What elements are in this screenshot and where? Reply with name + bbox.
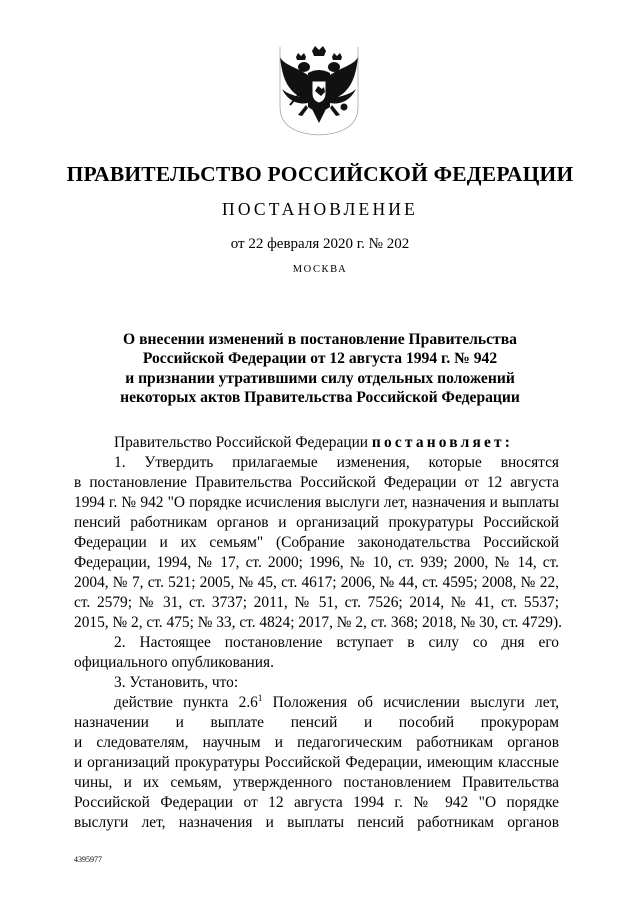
paragraph-1-line: Федерации и их семьям" (Собрание законодательства Российской xyxy=(74,534,559,551)
paragraph-1-line: 1994 г. № 942 "О порядке исчисления выслуги лет, назначения и выплаты xyxy=(74,494,559,511)
paragraph-1-line: Федерации, 1994, № 17, ст. 2000; 1996, № 10, ст. 939; 2000, № 14, ст. xyxy=(74,554,559,571)
paragraph-1-line: ст. 2579; № 31, ст. 3737; 2011, № 51, ст. 7526; 2014, № 41, ст. 5537; xyxy=(74,594,559,611)
document-subject xyxy=(80,330,560,408)
paragraph-1-line: 2004, № 7, ст. 521; 2005, № 45, ст. 4617; 2006, № 44, ст. 4595; 2008, № 22, xyxy=(74,574,559,591)
subject-line: Российской Федерации от 12 августа 1994 г. № 942 xyxy=(142,350,498,368)
paragraph-1-line: 1. Утвердить прилагаемые изменения, которые вносятся xyxy=(114,454,559,471)
paragraph-4-line: и следователям, научным и педагогическим работникам органов xyxy=(74,734,559,751)
city: МОСКВА xyxy=(292,264,348,275)
paragraph-2-line: официального опубликования. xyxy=(74,654,274,671)
intro-verb: постановляет: xyxy=(371,434,514,451)
document-code: 4395977 xyxy=(74,855,102,864)
paragraph-1-line: в постановление Правительства Российской Федерации от 12 августа xyxy=(74,474,559,491)
paragraph-4-line: чины, и их семьям, утвержденного постановлением Правительства xyxy=(74,774,559,791)
subject-line: некоторых актов Правительства Российской Федерации xyxy=(120,389,520,407)
intro-line xyxy=(74,433,559,453)
paragraph-1-line: 2015, № 2, ст. 475; № 33, ст. 4824; 2017, № 2, ст. 368; 2018, № 30, ст. 4729). xyxy=(74,614,562,631)
paragraph-4-text: Положения об исчислении выслуги лет, xyxy=(262,694,559,711)
subject-line: и признании утратившими силу отдельных положений xyxy=(125,369,515,387)
document-body xyxy=(74,433,562,833)
paragraph-4-line: назначении и выплате пенсий и пособий прокурорам xyxy=(74,714,559,731)
paragraph-1-line: пенсий работникам органов и организаций прокуратуры Российской xyxy=(74,514,559,531)
paragraph-4-line: выслуги лет, назначения и выплаты пенсий работникам органов xyxy=(74,814,559,831)
paragraph-2-line: 2. Настоящее постановление вступает в силу со дня его xyxy=(114,634,559,651)
paragraph-3: 3. Установить, что: xyxy=(114,674,239,691)
paragraph-4-line: и организаций прокуратуры Российской Федерации, имеющим классные xyxy=(74,754,559,771)
government-title: ПРАВИТЕЛЬСТВО РОССИЙСКОЙ ФЕДЕРАЦИИ xyxy=(66,162,574,186)
document-type: ПОСТАНОВЛЕНИЕ xyxy=(221,199,419,219)
subject-line: О внесении изменений в постановление Правительства xyxy=(123,331,517,348)
russian-coat-of-arms-icon xyxy=(278,45,360,137)
superscript: 1 xyxy=(257,693,263,703)
paragraph-4-text: действие пункта 2.6 xyxy=(114,694,258,711)
intro-text: Правительство Российской Федерации xyxy=(114,434,372,451)
paragraph-4-line xyxy=(74,693,559,713)
paragraph-4-line: Российской Федерации от 12 августа 1994 г. № 942 "О порядке xyxy=(74,794,559,811)
date-and-number: от 22 февраля 2020 г. № 202 xyxy=(230,236,410,252)
